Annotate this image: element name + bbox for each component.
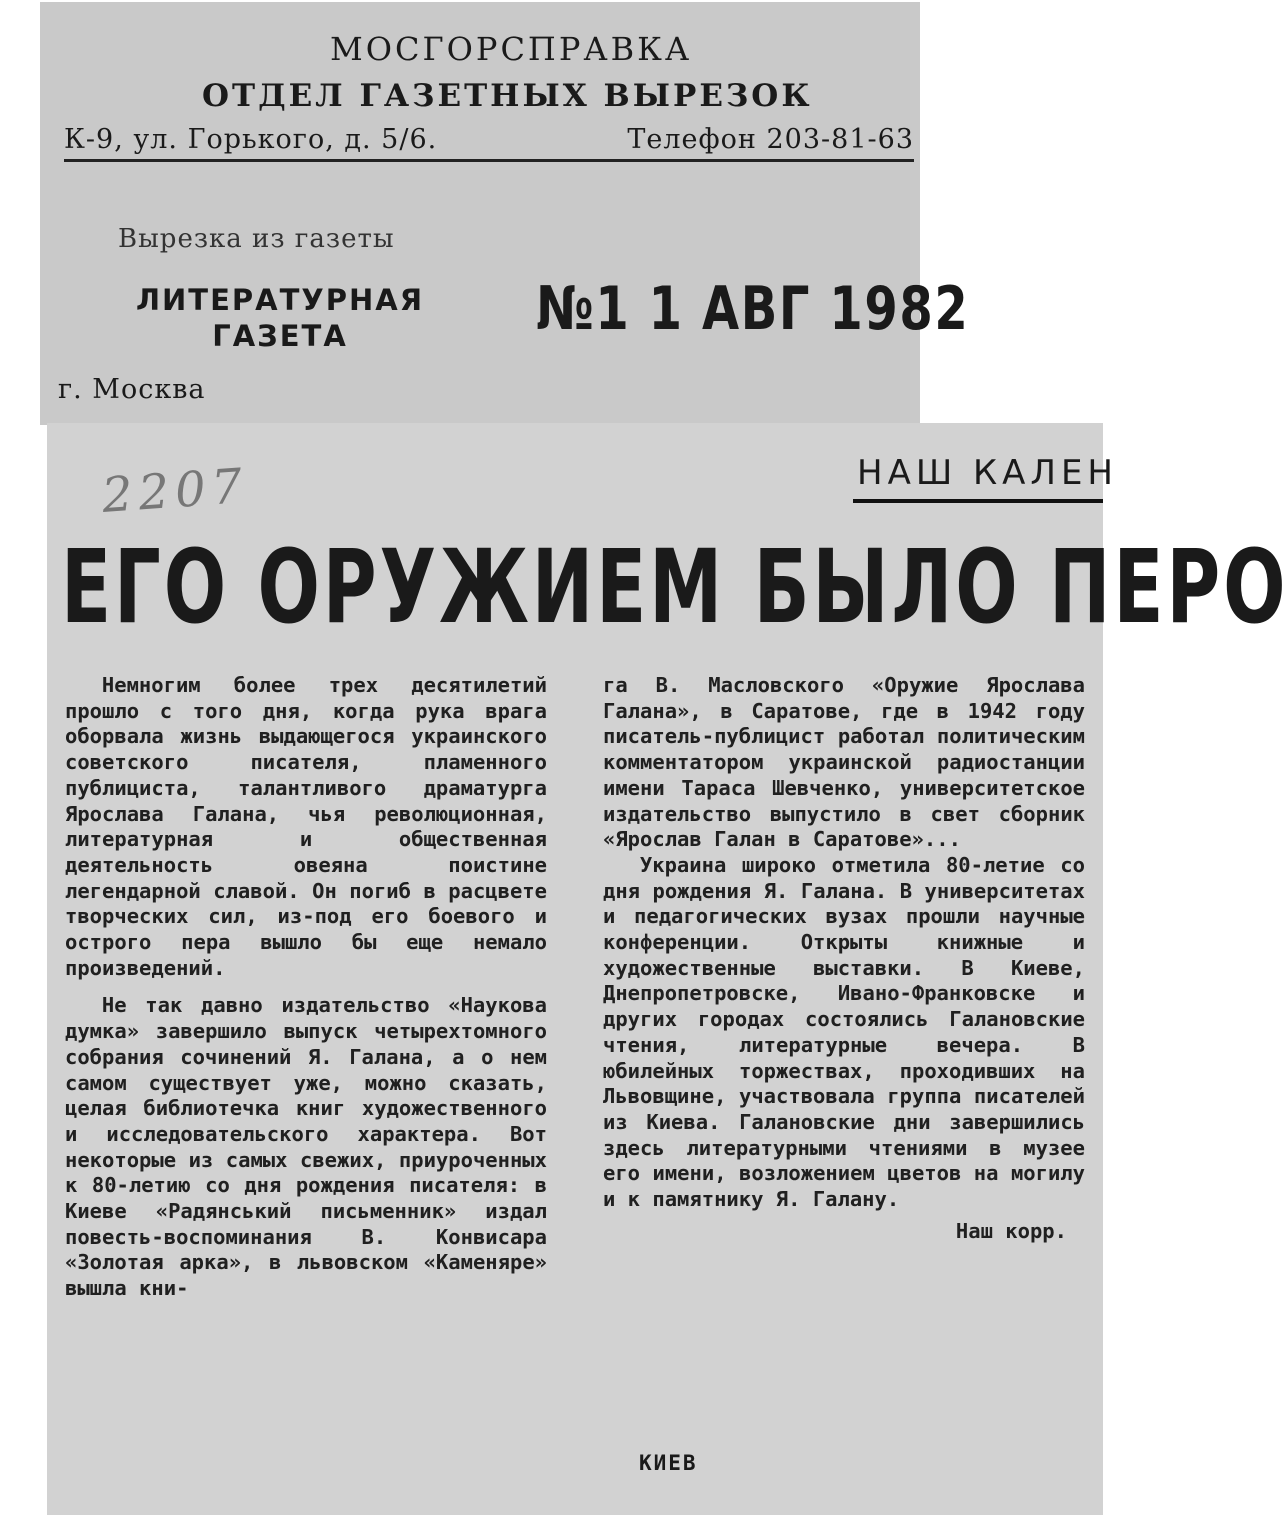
rubric-title: НАШ КАЛЕН xyxy=(857,453,1119,493)
paragraph: Не так давно издательство «Наукова думка» завершило выпуск четырехтомного собрания сочинений Я. Галана, а о нем самом существует уже, можно сказать, целая библиотечка книг художественного и исследовательского характера. Вот некоторые из самых свежих, приуроченных к 80-летию со дня рождения писателя: в Киеве «Радянський письменник» издал повесть-воспоминания В. Конвисара «Золотая арка», в львовском «Каменяре» вышла кни- xyxy=(65,993,547,1301)
address: К-9, ул. Горького, д. 5/6. xyxy=(64,124,438,155)
city: г. Москва xyxy=(58,374,206,405)
dateline-city: КИЕВ xyxy=(639,1451,698,1475)
article-column-right xyxy=(603,673,1085,1244)
clipping-service-stamp xyxy=(40,2,970,425)
rubric-header xyxy=(853,437,1119,503)
newspaper-clipping xyxy=(47,423,1288,1515)
handwritten-number: 2207 xyxy=(100,457,250,525)
paragraph: га В. Масловского «Оружие Ярослава Галана», в Саратове, где в 1942 году писатель-публицист работал политическим комментатором украинской радиостанции имени Тараса Шевченко, университетское издательство выпустило в свет сборник «Ярослав Галан в Саратове»... xyxy=(603,673,1085,852)
article-headline: ЕГО ОРУЖИЕМ БЫЛО ПЕРО xyxy=(61,528,1288,647)
phone: Телефон 203-81-63 xyxy=(627,124,914,155)
paragraph: Немногим более трех десятилетий прошло с того дня, когда рука врага оборвала жизнь выдающегося украинского советского писателя, пламенного публициста, талантливого драматурга Ярослава Галана, чья революционная, литературная и общественная деятельность овеяна поистине легендарной славой. Он погиб в расцвете творческих сил, из-под его боевого и острого пера вышло бы еще немало произведений. xyxy=(65,673,547,980)
article-column-left xyxy=(65,673,547,1302)
department-name: ОТДЕЛ ГАЗЕТНЫХ ВЫРЕЗОК xyxy=(202,78,813,114)
paragraph: Украина широко отметила 80-летие со дня рождения Я. Галана. В университетах и педагогических вузах прошли научные конференции. Открыты книжные и художественные выставки. В Киеве, Днепропетровске, Ивано-Франковске и других городах состоялись Галановские чтения, литературные вечера. В юбилейных торжествах, проходивших на Львовщине, участвовала группа писателей из Киева. Галановские дни завершились здесь литературными чтениями в музее его имени, возложением цветов на могилу и к памятнику Я. Галану. xyxy=(603,852,1085,1212)
author-signature: Наш корр. xyxy=(955,1218,1067,1243)
issue-date: №1 1 АВГ 1982 xyxy=(536,274,970,344)
address-line xyxy=(64,124,914,162)
newspaper-name: ЛИТЕРАТУРНАЯ ГАЗЕТА xyxy=(135,283,425,353)
clipping-label: Вырезка из газеты xyxy=(118,224,395,254)
agency-name: МОСГОРСПРАВКА xyxy=(330,30,693,68)
